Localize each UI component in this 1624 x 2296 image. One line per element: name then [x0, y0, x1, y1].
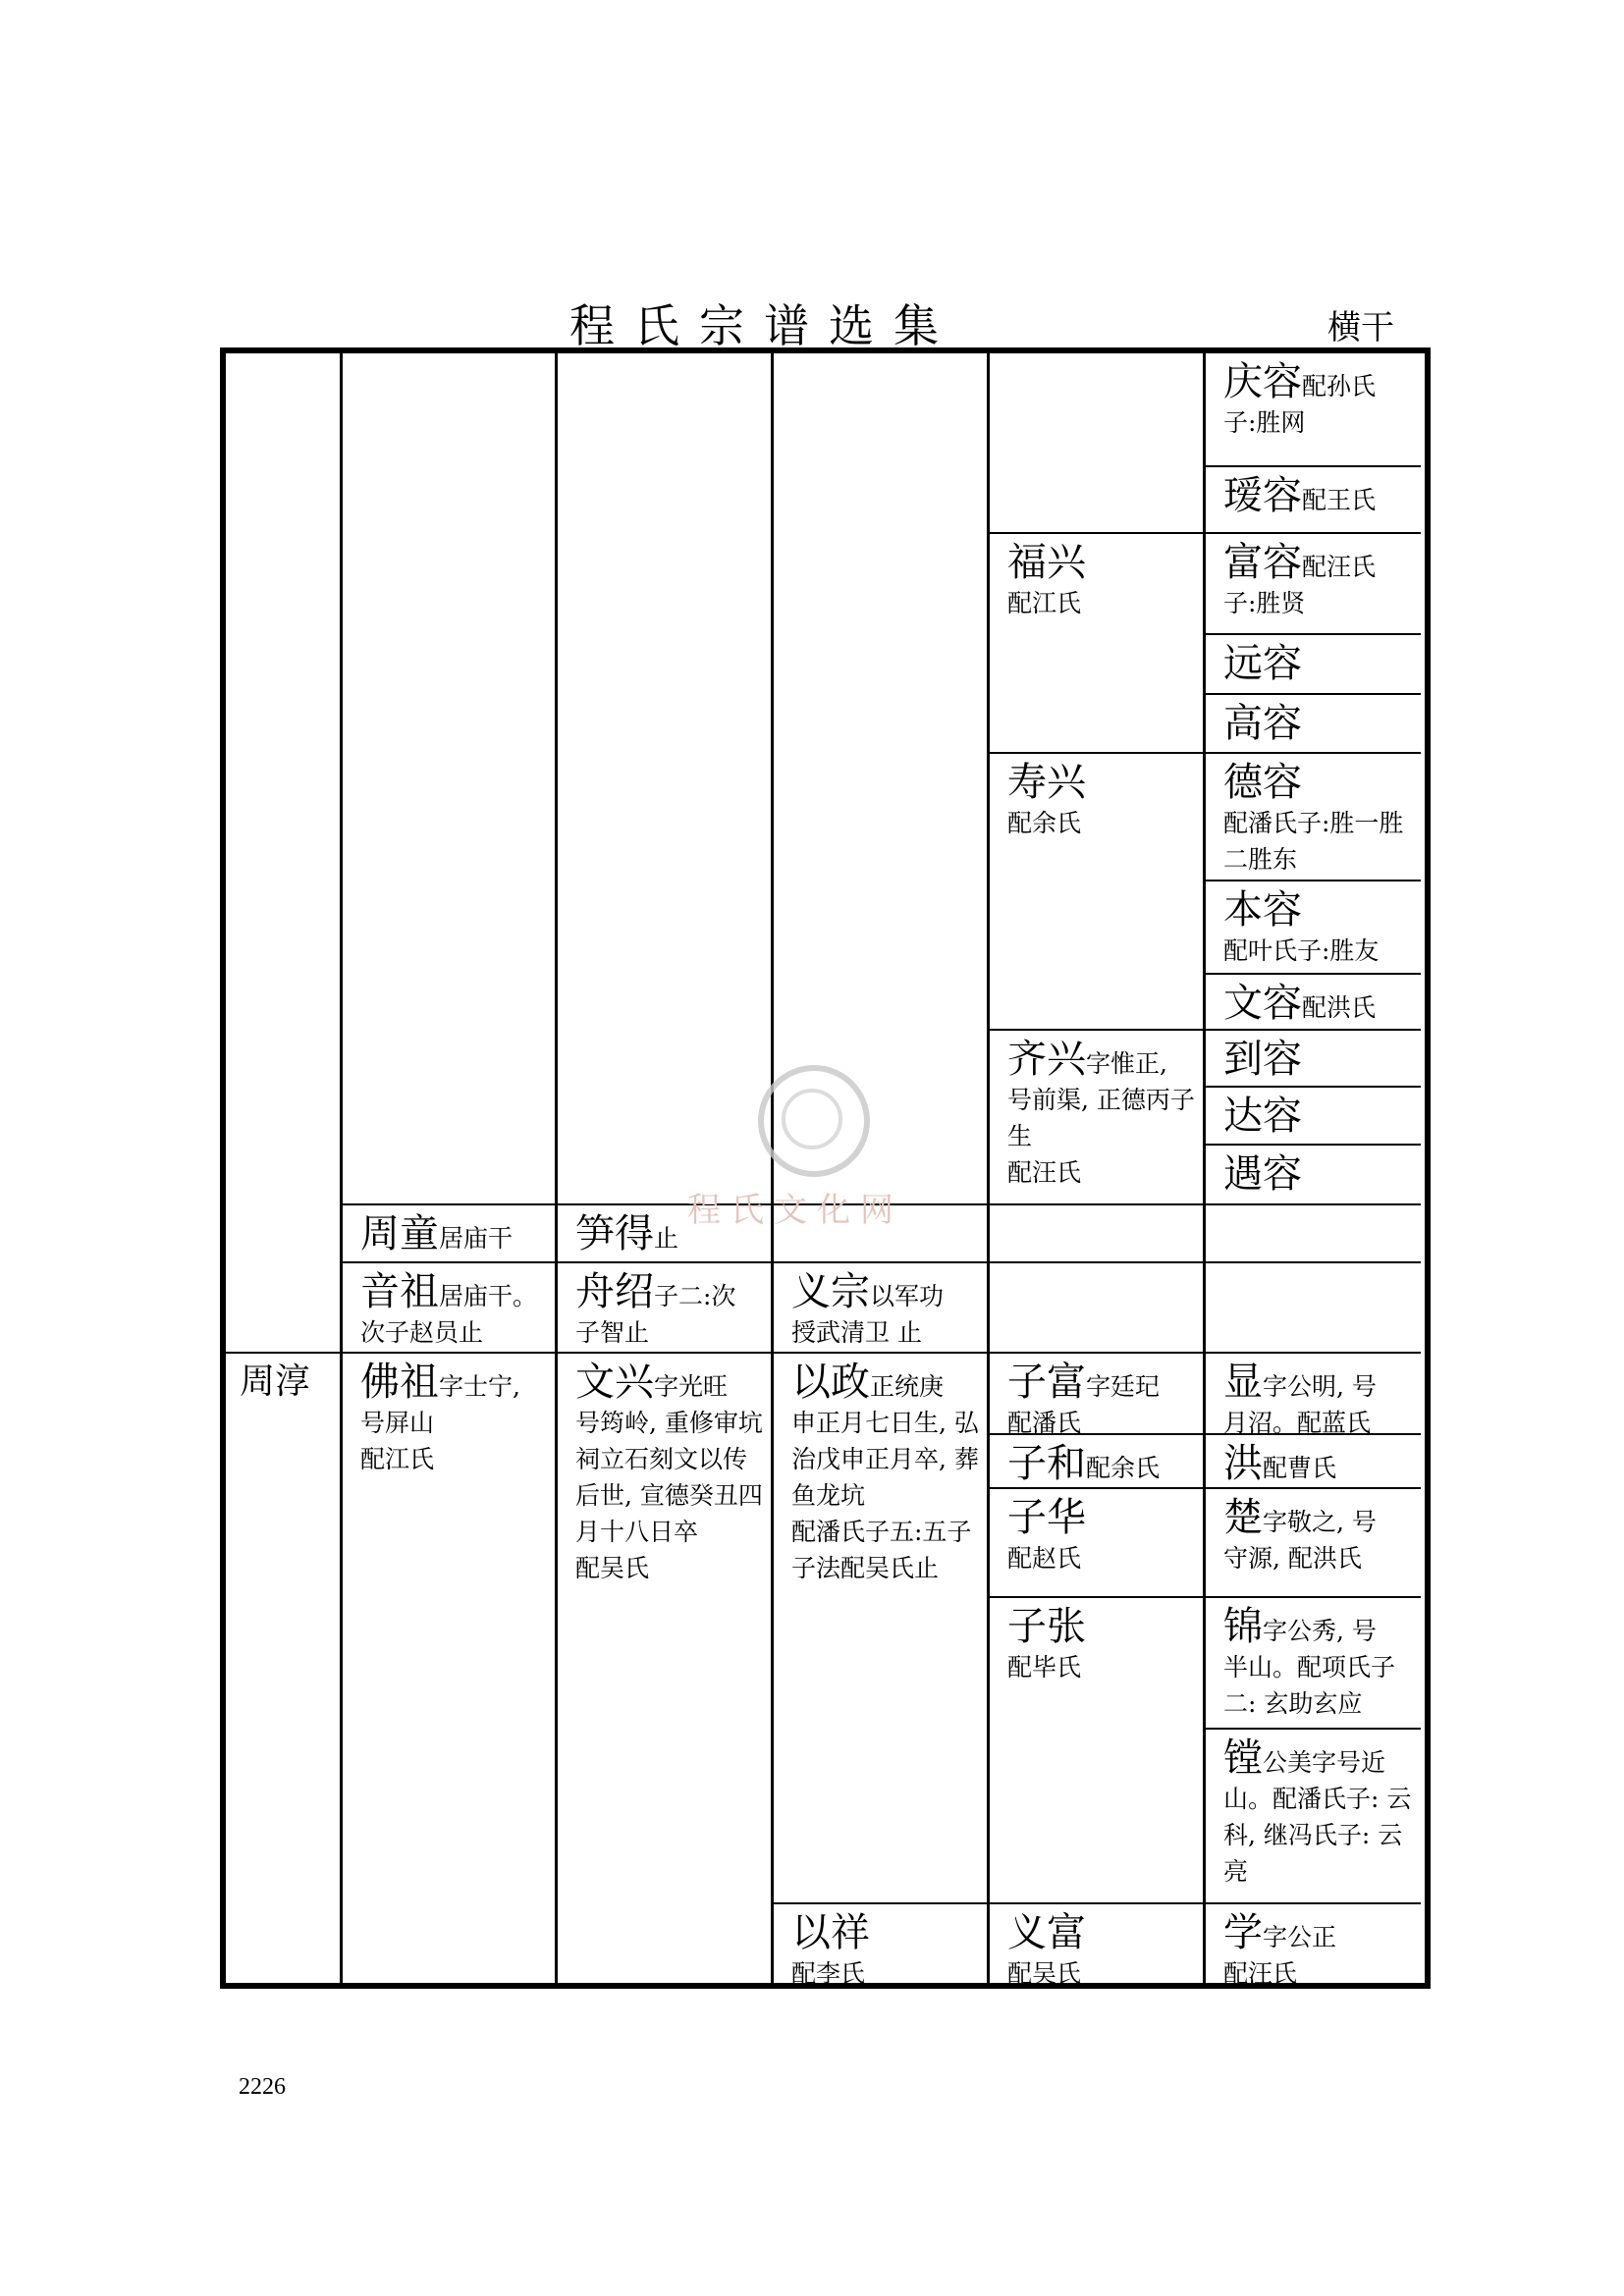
person-note: 子:胜网	[1223, 408, 1306, 437]
person-note: 号筠岭, 重修审坑祠立石刻文以传后世, 宣德癸丑四月十八日卒 配吴氏	[575, 1409, 763, 1582]
person-note: 子智止	[575, 1318, 650, 1347]
person-spouse: 配洪氏	[1302, 993, 1377, 1022]
person-note: 守源, 配洪氏	[1223, 1544, 1362, 1573]
person-name: 锦	[1223, 1604, 1263, 1649]
person-cell	[1206, 881, 1421, 973]
person-note: 申正月七日生, 弘治戊申正月卒, 葬鱼龙坑 配潘氏子五:五子子法配吴氏止	[791, 1409, 979, 1582]
person-note: 配潘氏	[1007, 1409, 1082, 1433]
person-cell	[1206, 1598, 1421, 1728]
person-cell	[1206, 1730, 1421, 1902]
person-inline-note: 字公明, 号	[1263, 1372, 1377, 1401]
person-cell	[1206, 1435, 1421, 1487]
person-inline-note: 字敬之, 号	[1263, 1508, 1377, 1536]
person-name: 本容	[1223, 887, 1302, 933]
person-cell	[774, 1354, 987, 1902]
page-title: 程氏宗谱选集	[569, 299, 958, 352]
person-cell	[1206, 975, 1421, 1029]
person-name: 远容	[1223, 641, 1302, 686]
person-name: 舟绍	[575, 1269, 654, 1314]
person-cell	[774, 1263, 987, 1352]
person-inline-note: 字公正	[1263, 1923, 1337, 1951]
person-spouse: 配王氏	[1302, 486, 1377, 514]
person-cell	[1206, 1031, 1421, 1086]
person-name: 音祖	[360, 1269, 439, 1314]
person-name: 学	[1223, 1910, 1263, 1955]
person-inline-note: 居庙干。	[439, 1282, 538, 1310]
person-cell	[1206, 1489, 1421, 1596]
page-number: 2226	[239, 2074, 286, 2100]
person-cell	[990, 1354, 1203, 1433]
person-name: 文容	[1223, 981, 1302, 1026]
person-cell	[1206, 754, 1421, 880]
person-inline-note: 正统庚	[870, 1372, 945, 1401]
person-name: 以政	[791, 1360, 870, 1405]
person-name: 高容	[1223, 701, 1302, 746]
person-cell	[343, 1354, 555, 1989]
person-name: 福兴	[1007, 540, 1086, 585]
person-cell	[343, 1205, 555, 1261]
person-cell	[1206, 695, 1421, 752]
person-cell	[1206, 1088, 1421, 1144]
watermark-text: 程氏文化网	[687, 1191, 903, 1230]
person-name: 子华	[1007, 1495, 1086, 1540]
person-note: 配李氏	[791, 1959, 866, 1988]
person-name: 佛祖	[360, 1360, 439, 1405]
person-cell	[990, 1598, 1203, 1902]
person-name: 寿兴	[1007, 760, 1086, 805]
person-note: 配江氏	[1007, 589, 1082, 617]
person-spouse: 配汪氏	[1302, 553, 1377, 581]
person-cell	[1206, 467, 1421, 532]
person-name: 洪	[1223, 1441, 1263, 1486]
person-inline-note: 字公秀, 号	[1263, 1617, 1377, 1645]
person-cell	[1206, 1146, 1421, 1203]
person-cell	[226, 1354, 340, 1432]
person-cell	[774, 1904, 987, 1989]
person-note: 半山。配项氏子二: 玄助玄应	[1223, 1653, 1396, 1718]
person-cell	[990, 1435, 1203, 1487]
watermark-seal-icon	[758, 1065, 870, 1177]
person-note: 月沼。配蓝氏	[1223, 1409, 1372, 1433]
person-note: 配潘氏子:胜一胜二胜东	[1223, 809, 1404, 874]
person-note: 配汪氏	[1223, 1959, 1298, 1988]
person-note: 止	[654, 1224, 679, 1253]
person-cell	[558, 1263, 771, 1352]
person-inline-note: 字惟正,	[1086, 1049, 1167, 1078]
person-name: 庆容	[1223, 359, 1302, 404]
person-name: 齐兴	[1007, 1037, 1086, 1082]
person-name: 义富	[1007, 1910, 1086, 1955]
person-name: 义宗	[791, 1269, 870, 1314]
person-note: 配毕氏	[1007, 1653, 1082, 1682]
person-inline-note: 字光旺	[654, 1372, 729, 1401]
person-cell	[1206, 534, 1421, 633]
person-cell	[1206, 1354, 1421, 1433]
person-inline-note: 配曹氏	[1263, 1454, 1337, 1482]
person-inline-note: 配余氏	[1086, 1454, 1161, 1482]
person-note: 子:胜贤	[1223, 589, 1306, 617]
person-name: 镗	[1223, 1735, 1263, 1781]
person-name: 周淳	[240, 1362, 311, 1402]
person-name: 显	[1223, 1360, 1263, 1405]
person-name: 到容	[1223, 1037, 1302, 1082]
person-note: 居庙干	[439, 1224, 514, 1253]
person-note: 号屏山 配江氏	[360, 1409, 435, 1473]
person-name: 子富	[1007, 1360, 1086, 1405]
person-name: 子和	[1007, 1441, 1086, 1486]
person-name: 以祥	[791, 1910, 870, 1955]
person-cell	[990, 754, 1203, 1029]
person-note: 山。配潘氏子: 云科, 继冯氏子: 云亮	[1223, 1785, 1412, 1886]
person-name: 笋得	[575, 1211, 654, 1256]
person-name: 达容	[1223, 1094, 1302, 1139]
person-cell	[1206, 635, 1421, 693]
person-name: 楚	[1223, 1495, 1263, 1540]
place-name: 横干	[1327, 308, 1394, 347]
person-note: 授武清卫 止	[791, 1318, 922, 1347]
person-note: 配余氏	[1007, 809, 1082, 837]
person-inline-note: 字士宁,	[439, 1372, 520, 1401]
person-name: 子张	[1007, 1604, 1086, 1649]
person-name: 瑷容	[1223, 473, 1302, 518]
person-cell	[990, 1489, 1203, 1596]
person-inline-note: 以军功	[870, 1282, 945, 1310]
person-cell	[1206, 353, 1421, 465]
person-note: 配赵氏	[1007, 1544, 1082, 1573]
person-inline-note: 公美字号近	[1263, 1748, 1386, 1777]
person-spouse: 配孙氏	[1302, 372, 1377, 400]
person-name: 文兴	[575, 1360, 654, 1405]
person-cell	[558, 1354, 771, 1989]
person-cell	[990, 1031, 1203, 1203]
person-cell	[343, 1263, 555, 1352]
person-cell	[990, 1904, 1203, 1989]
person-note: 次子赵员止	[360, 1318, 484, 1347]
person-cell	[1206, 1904, 1421, 1989]
person-name: 遇容	[1223, 1151, 1302, 1197]
person-note: 配吴氏	[1007, 1959, 1082, 1988]
person-inline-note: 子二:次	[654, 1282, 736, 1310]
person-cell	[990, 534, 1203, 752]
person-name: 富容	[1223, 540, 1302, 585]
person-note: 配叶氏子:胜友	[1223, 936, 1380, 965]
person-name: 周童	[360, 1211, 439, 1256]
person-note: 号前渠, 正德丙子生 配汪氏	[1007, 1086, 1195, 1187]
person-inline-note: 字廷玘	[1086, 1372, 1161, 1401]
person-name: 德容	[1223, 760, 1302, 805]
